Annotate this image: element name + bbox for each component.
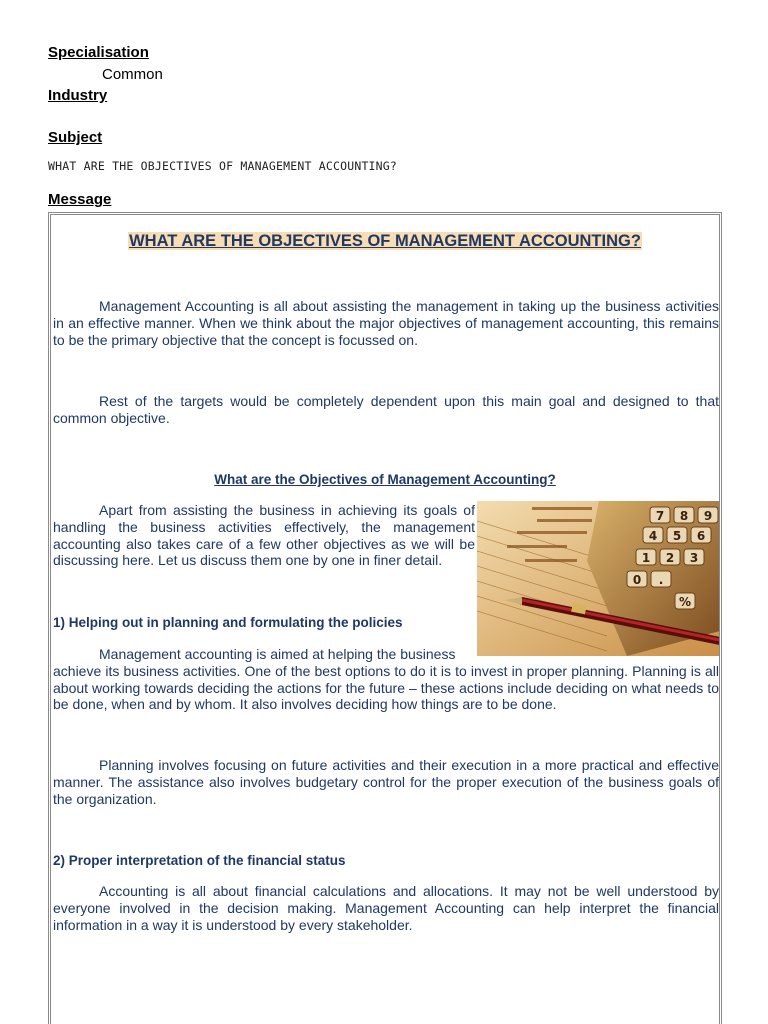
- calculator-photo: [477, 501, 720, 656]
- financial-status-paragraph: Accounting is all about financial calculations and allocations. It may not be well understood by everyone involved in the decision making. Management Accounting can help interpret the financial information in a way it is understood by every stakeholder.: [53, 883, 719, 933]
- svg-text:7: 7: [655, 509, 665, 523]
- subject-label: Subject: [48, 129, 103, 146]
- objectives-intro-paragraph: Apart from assisting the business in achieving its goals of handling the business activities effectively, the management accounting also takes care of a few other objectives as we will be discussing here. Let us discuss them one by one in finer detail.: [53, 502, 475, 569]
- planning-paragraph: achieve its business activities. One of the best options to do it is to invest in proper planning. Planning is all about working towards deciding the actions for the future – these actions include deciding on what needs to be done, when and by whom. It also involves deciding how things are to be done.: [53, 662, 719, 713]
- svg-text:6: 6: [696, 529, 706, 543]
- svg-text:2: 2: [665, 551, 675, 565]
- industry-label: Industry: [48, 87, 108, 104]
- svg-text:1: 1: [641, 551, 651, 565]
- svg-text:%: %: [678, 595, 692, 609]
- specialisation-label: Specialisation: [48, 44, 149, 61]
- intro-paragraph: Management Accounting is all about assisting the management in taking up the business activities in an effective manner. When we think about the major objectives of management accounting, this remains to be the primary objective that the concept is focussed on.: [53, 298, 719, 348]
- svg-text:9: 9: [703, 509, 713, 523]
- targets-paragraph: Rest of the targets would be completely dependent upon this main goal and designed to that common objective.: [53, 393, 719, 426]
- svg-text:4: 4: [648, 529, 658, 543]
- svg-text:0: 0: [632, 573, 642, 587]
- specialisation-value: Common: [102, 66, 163, 83]
- svg-text:.: .: [658, 573, 664, 587]
- planning-execution-paragraph: Planning involves focusing on future activities and their execution in a more practical and effective manner. The assistance also involves budgetary control for the proper execution of the business goals of the organization.: [53, 757, 719, 807]
- message-box[interactable]: [48, 212, 722, 1024]
- subject-value: WHAT ARE THE OBJECTIVES OF MANAGEMENT ACCOUNTING?: [48, 159, 398, 173]
- article-title: WHAT ARE THE OBJECTIVES OF MANAGEMENT ACCOUNTING?: [129, 232, 641, 250]
- svg-text:3: 3: [689, 551, 699, 565]
- section-heading: What are the Objectives of Management Accounting?: [214, 472, 556, 487]
- planning-paragraph-start: Management accounting is aimed at helping the business: [99, 646, 456, 662]
- svg-text:5: 5: [672, 529, 682, 543]
- svg-text:8: 8: [679, 509, 689, 523]
- objective-heading-1: 1) Helping out in planning and formulating the policies: [53, 615, 403, 630]
- objective-heading-2: 2) Proper interpretation of the financial status: [53, 853, 346, 868]
- calculator-and-pen-icon: [477, 501, 720, 656]
- message-label: Message: [48, 191, 112, 208]
